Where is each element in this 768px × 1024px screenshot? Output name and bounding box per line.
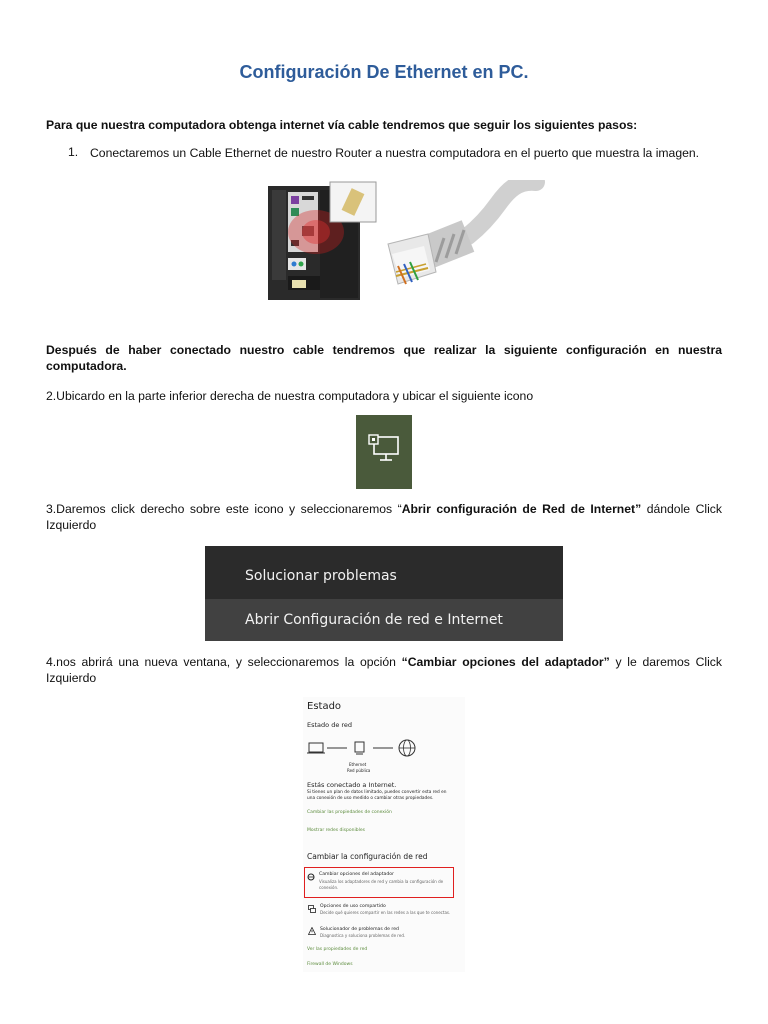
step-4-prefix: 4.nos abrirá una nueva ventana, y seleccionaremos la opción	[46, 655, 402, 669]
intro-text: Para que nuestra computadora obtenga internet vía cable tendremos que seguir los siguientes pasos:	[46, 118, 638, 132]
adapter-options-highlight[interactable]	[304, 867, 454, 898]
connected-desc-2: una conexión de uso medido o cambiar otras propiedades.	[307, 796, 434, 801]
warning-icon	[308, 927, 316, 935]
step-4-text	[46, 654, 722, 686]
connected-desc-1: Si tienes un plan de datos limitado, puedes convertir esta red en	[307, 790, 447, 795]
step-3-bold: Abrir configuración de Red de Internet”	[401, 502, 642, 516]
ethernet-cable-photo	[268, 180, 546, 300]
adapter-icon	[307, 873, 315, 881]
step-4-bold: “Cambiar opciones del adaptador”	[401, 655, 610, 669]
sharing-icon	[308, 905, 316, 913]
ethernet-tray-icon	[356, 415, 412, 489]
network-diagram	[307, 737, 425, 761]
settings-section-title: Cambiar la configuración de red	[307, 852, 428, 861]
step-2-text: 2.Ubicardo en la parte inferior derecha de nuestra computadora y ubicar el siguiente icono	[46, 389, 534, 403]
settings-subheading: Estado de red	[307, 721, 353, 729]
adapter-options-desc-2: conexión.	[319, 885, 339, 890]
troubleshooter-title[interactable]: Solucionador de problemas de red	[320, 927, 399, 932]
link-windows-firewall[interactable]: Firewall de Windows	[307, 962, 353, 967]
adapter-options-title: Cambiar opciones del adaptador	[319, 872, 394, 877]
ethernet-adapter-icon	[355, 742, 364, 754]
network-settings-panel	[303, 697, 465, 972]
context-menu	[205, 546, 563, 641]
menu-item-solucionar-problemas[interactable]: Solucionar problemas	[245, 568, 397, 584]
step-1-number: 1.	[68, 145, 79, 159]
step-3-prefix: 3.Daremos click derecho sobre este icono y seleccionaremos “	[46, 502, 402, 516]
adapter-options-desc-1: Visualiza los adaptadores de red y cambia la configuración de	[319, 879, 444, 884]
page-title: Configuración De Ethernet en PC.	[239, 62, 529, 82]
menu-item-abrir-configuracion[interactable]: Abrir Configuración de red e Internet	[205, 599, 563, 641]
troubleshooter-desc: Diagnostica y soluciona problemas de red.	[320, 933, 406, 938]
network-monitor-icon	[356, 415, 412, 489]
link-show-networks[interactable]: Mostrar redes disponibles	[307, 828, 365, 833]
globe-icon	[399, 740, 415, 756]
laptop-icon	[307, 743, 325, 753]
ethernet-label: Ethernet	[349, 762, 367, 767]
step-3-suffix: dándole Click Izquierdo	[46, 502, 722, 532]
link-view-network-properties[interactable]: Ver las propiedades de red	[307, 947, 368, 952]
sharing-options-title[interactable]: Opciones de uso compartido	[320, 904, 386, 909]
connected-status: Estás conectado a Internet.	[307, 781, 397, 789]
step-1-text: Conectaremos un Cable Ethernet de nuestro Router a nuestra computadora en el puerto que muestra la imagen.	[90, 146, 700, 160]
step-4-suffix: y le daremos Click Izquierdo	[46, 655, 722, 685]
sharing-options-desc: Decide qué quieres compartir en las redes a las que te conectas.	[320, 910, 451, 915]
link-change-connection-properties[interactable]: Cambiar las propiedades de conexión	[307, 810, 392, 815]
settings-heading: Estado	[307, 701, 342, 712]
after-connect-text: Después de haber conectado nuestro cable tendremos que realizar la siguiente configuración en nuestra computadora.	[46, 343, 722, 373]
step-3-text	[46, 501, 722, 533]
network-type-label: Red pública	[347, 768, 371, 773]
